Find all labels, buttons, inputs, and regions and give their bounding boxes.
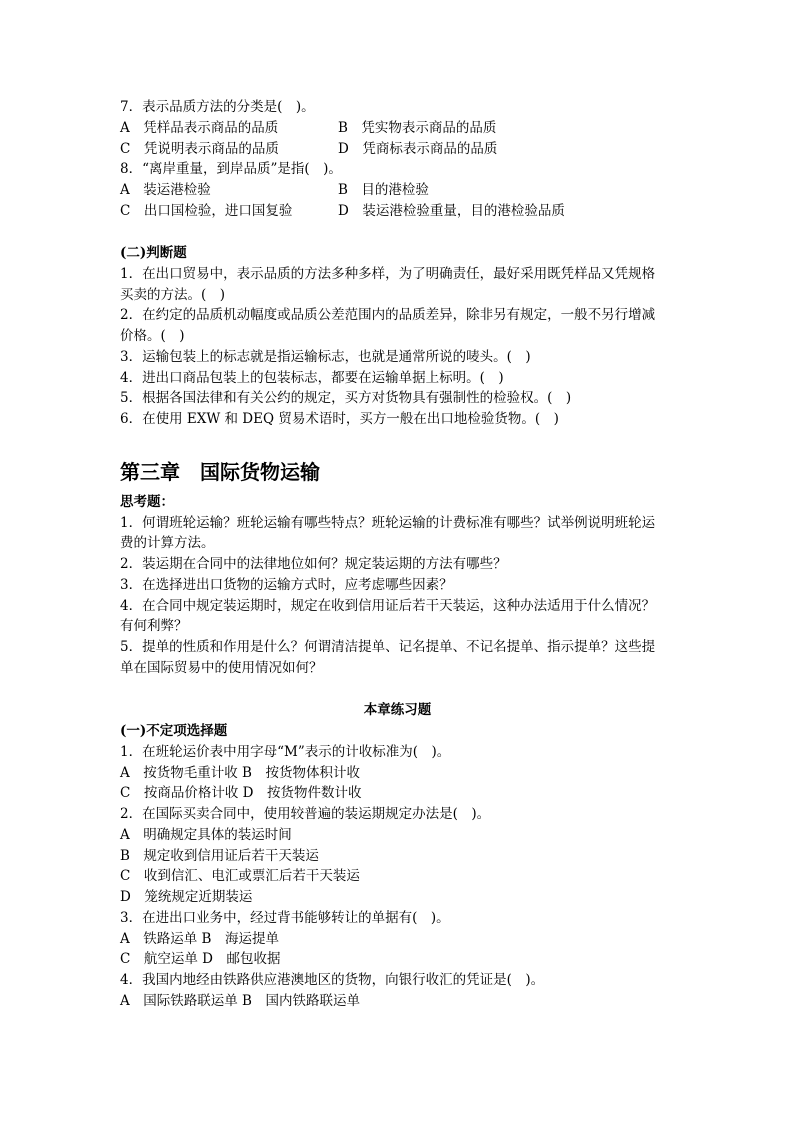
tf-line: 2．在约定的品质机动幅度或品质公差范围内的品质差异，除非另有规定，一般不另行增减 xyxy=(120,307,656,323)
think-line: 单在国际贸易中的使用情况如何？ xyxy=(120,660,323,676)
mc-line: 2．在国际买卖合同中，使用较普遍的装运期规定办法是( )。 xyxy=(120,806,491,822)
question-8-options-cd xyxy=(120,201,680,221)
mc-line: 4．我国内地经由铁路供应港澳地区的货物，向银行收汇的凭证是( )。 xyxy=(120,972,545,988)
think-line: 4．在合同中规定装运期时，规定在收到信用证后若干天装运，这种办法适用于什么情况？ xyxy=(120,598,656,614)
exercise-heading: 本章练习题 xyxy=(363,702,432,718)
think-line: 1．何谓班轮运输？班轮运输有哪些特点？班轮运输的计费标准有哪些？试举例说明班轮运 xyxy=(120,515,656,531)
tf-line: 3．运输包装上的标志就是指运输标志，也就是通常所说的唛头。( ) xyxy=(120,349,531,365)
question-7-options-ab xyxy=(120,118,680,138)
mc-line: C 按商品价格计收 D 按货物件数计收 xyxy=(120,785,362,801)
tf-line: 买卖的方法。( ) xyxy=(120,287,226,303)
mc-line: D 笼统规定近期装运 xyxy=(120,889,253,905)
mc-line: A 按货物毛重计收 B 按货物体积计收 xyxy=(120,765,360,781)
mc-line: 3．在进出口业务中，经过背书能够转让的单据有( )。 xyxy=(120,910,450,926)
tf-line: 6．在使用 EXW 和 DEQ 贸易术语时，买方一般在出口地检验货物。( ) xyxy=(120,411,559,427)
option-b: B 目的港检验 xyxy=(338,182,429,198)
option-a: A 装运港检验 xyxy=(120,182,211,198)
question-7-options-cd xyxy=(120,139,680,159)
think-line: 5．提单的性质和作用是什么？何谓清洁提单、记名提单、不记名提单、指示提单？这些提 xyxy=(120,639,656,655)
question-8-options-ab xyxy=(120,180,680,200)
option-a: A 凭样品表示商品的品质 xyxy=(120,120,279,136)
chapter-title: 第三章 国际货物运输 xyxy=(120,460,320,484)
option-c: C 凭说明表示商品的品质 xyxy=(120,141,279,157)
option-b: B 凭实物表示商品的品质 xyxy=(338,120,497,136)
mc-line: A 铁路运单 B 海运提单 xyxy=(120,931,279,947)
tf-line: 价格。( ) xyxy=(120,328,185,344)
tf-line: 4．进出口商品包装上的包装标志，都要在运输单据上标明。( ) xyxy=(120,370,504,386)
mc-line: C 航空运单 D 邮包收据 xyxy=(120,951,281,967)
mc-line: A 国际铁路联运单 B 国内铁路联运单 xyxy=(120,993,360,1009)
think-line: 3．在选择进出口货物的运输方式时，应考虑哪些因素？ xyxy=(120,577,453,593)
question-8: 8．“离岸重量，到岸品质”是指( )。 xyxy=(120,161,342,177)
option-d: D 凭商标表示商品的品质 xyxy=(338,141,498,157)
option-d: D 装运港检验重量，目的港检验品质 xyxy=(338,203,565,219)
question-7: 7．表示品质方法的分类是( )。 xyxy=(120,99,315,115)
mc-line: 1．在班轮运价表中用字母“M”表示的计收标准为( )。 xyxy=(120,744,451,760)
true-false-heading: (二)判断题 xyxy=(120,245,187,261)
option-c: C 出口国检验，进口国复验 xyxy=(120,203,293,219)
tf-line: 5．根据各国法律和有关公约的规定，买方对货物具有强制性的检验权。( ) xyxy=(120,390,572,406)
mc-line: C 收到信汇、电汇或票汇后若干天装运 xyxy=(120,868,360,884)
tf-line: 1．在出口贸易中，表示品质的方法多种多样，为了明确责任，最好采用既凭样品又凭规格 xyxy=(120,266,656,282)
think-heading: 思考题： xyxy=(120,494,174,510)
think-line: 2．装运期在合同中的法律地位如何？规定装运期的方法有哪些？ xyxy=(120,556,507,572)
mc-line: B 规定收到信用证后若干天装运 xyxy=(120,848,319,864)
think-line: 有何利弊？ xyxy=(120,618,188,634)
mc-line: A 明确规定具体的装运时间 xyxy=(120,827,292,843)
multiple-choice-heading: (一)不定项选择题 xyxy=(120,723,228,739)
think-line: 费的计算方法。 xyxy=(120,535,215,551)
